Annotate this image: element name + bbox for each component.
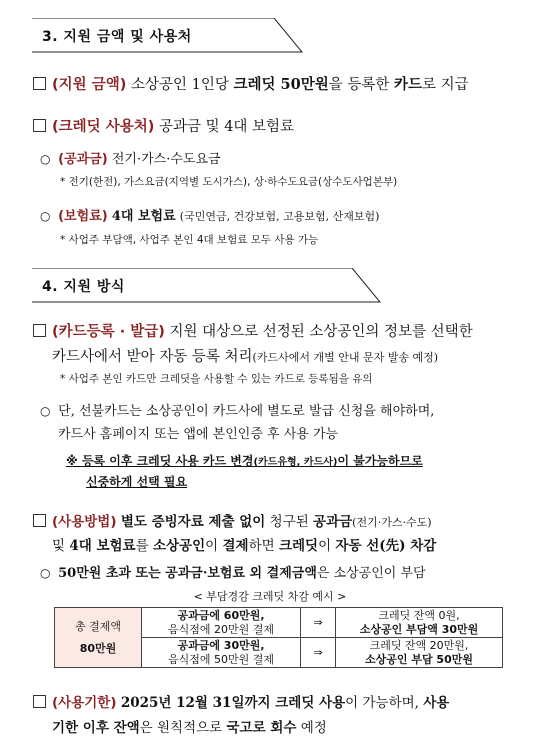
section-3-header xyxy=(32,18,302,54)
method-item xyxy=(33,510,432,530)
deadline-item xyxy=(33,691,449,711)
method-l2-i: 이 xyxy=(318,538,336,554)
section-4-header xyxy=(32,268,382,304)
usage-item xyxy=(33,115,294,136)
amount-text-c: 로 지급 xyxy=(421,77,469,93)
example-caption: < 부담경감 크레딧 차감 예시 > xyxy=(193,590,347,603)
deadline-line2 xyxy=(52,716,327,736)
deadline-l2-text: 은 원칙적으로 xyxy=(139,720,227,736)
amount-card: 카드 xyxy=(393,76,422,93)
register-tag: (카드등록 · 발급) xyxy=(52,324,165,340)
row2-right-line2: 소상공인 부담 50만원 xyxy=(365,652,473,666)
amount-text-b: 을 등록한 xyxy=(328,77,394,93)
method-l2-d: 소상공인 xyxy=(152,538,206,554)
deadline-l2-end: 예정 xyxy=(296,720,327,736)
register-line2: 카드사에서 받아 자동 등록 처리 xyxy=(52,349,253,365)
bullet-circle-icon: ○ xyxy=(40,209,51,223)
utility-note: * 전기(한전), 가스요금(지역별 도시가스), 상·하수도요금(상수도사업본부) xyxy=(60,176,398,188)
method-text: 청구된 xyxy=(265,514,314,530)
method-line2 xyxy=(52,534,436,554)
warning-paren: (카드유형, 카드사) xyxy=(253,457,338,468)
section-3-title: 3. 지원 금액 및 사용처 xyxy=(42,29,192,45)
register-line2-paren: (카드사에서 개별 안내 문자 발송 예정) xyxy=(252,351,438,364)
checkbox-square-icon xyxy=(33,514,46,527)
utility-label: (공과금) xyxy=(58,152,108,167)
row2-left-line1: 공과금에 30만원, xyxy=(177,638,265,652)
example-row1-right xyxy=(336,608,503,638)
example-row1-left xyxy=(142,608,301,638)
insurance-note: * 사업주 부담액, 사업주 본인 4대 보험료 모두 사용 가능 xyxy=(60,234,319,246)
method-l2-e: 이 xyxy=(205,538,223,554)
section-4-title: 4. 지원 방식 xyxy=(42,279,125,295)
register-item xyxy=(33,320,473,341)
utility-item xyxy=(40,148,221,167)
usage-tag: (크레딧 사용처) xyxy=(52,119,155,135)
insurance-item xyxy=(40,205,379,224)
bullet-circle-icon: ○ xyxy=(40,566,51,580)
deadline-bold2: 사용 xyxy=(423,695,450,711)
checkbox-square-icon xyxy=(33,119,46,132)
row1-left-line1: 공과금에 60만원, xyxy=(177,608,265,622)
insurance-paren: (국민연금, 건강보험, 고용보험, 산재보험) xyxy=(179,210,380,223)
total-payment-cell xyxy=(55,608,142,668)
warning-end: 이 불가능하므로 xyxy=(337,454,423,468)
example-row2-right xyxy=(336,638,503,668)
deadline-l2-bold2: 국고로 회수 xyxy=(226,720,297,736)
example-row2-left xyxy=(142,638,301,668)
row2-left-line2: 음식점에 50만원 결제 xyxy=(168,652,274,666)
deadline-bold: 2025년 12월 31일까지 크레딧 사용 xyxy=(120,695,346,711)
insurance-bold: 4대 보험료 xyxy=(111,209,176,224)
prepaid-item xyxy=(40,400,434,419)
row2-right-line1: 크레딧 잔액 20만원, xyxy=(369,638,469,652)
arrow-icon: ⇒ xyxy=(301,638,336,668)
method-l2-j: 자동 선(先) 차감 xyxy=(335,538,437,554)
row1-left-line2: 음식점에 20만원 결제 xyxy=(168,622,274,636)
checkbox-square-icon xyxy=(33,695,46,708)
row1-right-line2: 소상공인 부담액 30만원 xyxy=(359,622,479,636)
method-bold: 별도 증빙자료 제출 없이 xyxy=(120,514,266,530)
method-l2-a: 및 xyxy=(52,538,70,554)
bullet-circle-icon: ○ xyxy=(40,404,51,418)
method-bold2: 공과금 xyxy=(313,514,353,530)
deadline-text: 이 가능하며, xyxy=(345,695,424,711)
bullet-circle-icon: ○ xyxy=(40,152,51,166)
total-payment-value: 80만원 xyxy=(79,641,117,655)
method-tag: (사용방법) xyxy=(52,514,117,530)
deadline-l2-bold: 기한 이후 잔액 xyxy=(52,720,140,736)
deadline-tag: (사용기한) xyxy=(52,695,117,711)
amount-bold: 크레딧 50만원 xyxy=(233,76,329,93)
method-l2-b: 4대 보험료 xyxy=(69,538,136,554)
method-l2-h: 크레딧 xyxy=(278,538,319,554)
arrow-icon: ⇒ xyxy=(301,608,336,638)
method-paren: (전기·가스·수도) xyxy=(352,516,432,529)
checkbox-square-icon xyxy=(33,77,46,90)
amount-item xyxy=(33,73,469,94)
amount-text: 소상공인 1인당 xyxy=(130,77,234,93)
register-line1: 지원 대상으로 선정된 소상공인의 정보를 선택한 xyxy=(169,324,473,340)
warning-text: ※ 등록 이후 크레딧 사용 카드 변경 xyxy=(66,454,254,468)
usage-text: 공과금 및 4대 보험료 xyxy=(158,119,295,135)
insurance-label: (보험료) xyxy=(58,209,108,224)
total-payment-label: 총 결제액 xyxy=(74,619,121,633)
warning-line2 xyxy=(86,473,187,490)
method-l2-f: 결제 xyxy=(222,538,249,554)
row1-right-line1: 크레딧 잔액 0원, xyxy=(378,608,460,622)
amount-tag: (지원 금액) xyxy=(52,77,127,93)
register-line2-row xyxy=(52,345,438,366)
excess-text: 은 소상공인이 부담 xyxy=(316,566,426,581)
prepaid-line2: 카드사 홈페이지 또는 앱에 본인인증 후 사용 가능 xyxy=(58,427,339,442)
excess-bold: 50만원 초과 또는 공과금·보험료 외 결제금액 xyxy=(58,566,317,581)
method-l2-c: 를 xyxy=(135,538,153,554)
example-table xyxy=(54,607,503,668)
excess-item xyxy=(40,562,426,581)
method-l2-g: 하면 xyxy=(248,538,279,554)
checkbox-square-icon xyxy=(33,324,46,337)
warning-text-2: 신중하게 선택 필요 xyxy=(86,475,188,489)
utility-text: 전기·가스·수도요금 xyxy=(111,152,221,167)
register-note: * 사업주 본인 카드만 크레딧을 사용할 수 있는 카드로 등록됨을 유의 xyxy=(60,373,373,385)
prepaid-line1: 단, 선불카드는 소상공인이 카드사에 별도로 발급 신청을 해야하며, xyxy=(58,404,435,419)
warning-line1 xyxy=(66,452,423,469)
